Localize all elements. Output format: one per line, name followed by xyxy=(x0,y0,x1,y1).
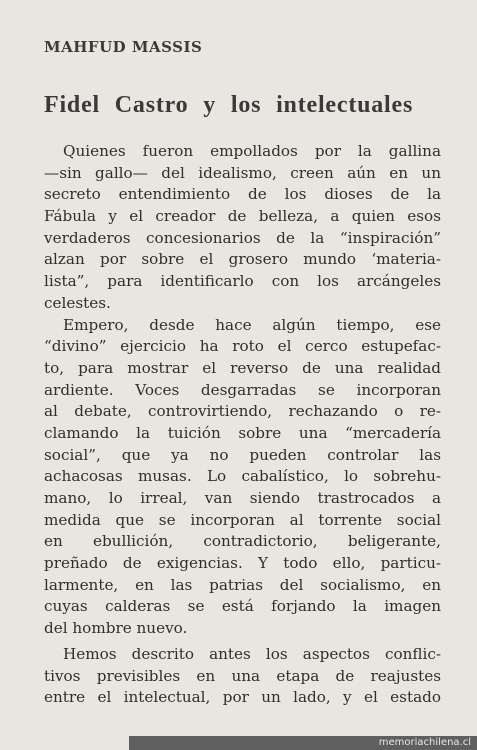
body-line: del hombre nuevo. xyxy=(44,619,188,638)
body-line: al debate, controvirtiendo, rechazando o re- xyxy=(44,402,441,421)
body-line: secreto entendimiento de los dioses de la xyxy=(44,185,441,204)
body-line: larmente, en las patrias del socialismo, en xyxy=(44,575,441,594)
article-body xyxy=(44,141,441,709)
body-line: achacosas musas. Lo cabalístico, lo sobrehu- xyxy=(44,467,441,486)
body-line: celestes. xyxy=(44,293,111,312)
body-line: clamando la tuición sobre una “mercadería xyxy=(44,423,441,442)
body-line: alzan por sobre el grosero mundo ‘materia- xyxy=(44,250,441,269)
article-title: Fidel Castro y los intelectuales xyxy=(44,92,414,118)
body-line: en ebullición, contradictorio, beligerante, xyxy=(44,532,441,551)
body-line: —sin gallo— del idealismo, creen aún en un xyxy=(44,163,441,182)
body-line: ardiente. Voces desgarradas se incorporan xyxy=(44,380,441,399)
source-watermark: memoriachilena.cl xyxy=(129,736,477,750)
body-line: “divino” ejercicio ha roto el cerco estupefac- xyxy=(44,337,441,356)
body-line: mano, lo irreal, van siendo trastrocados a xyxy=(44,489,441,507)
body-line: cuyas calderas se está forjando la imagen xyxy=(44,597,441,616)
author-name: MAHFUD MASSIS xyxy=(44,38,203,56)
body-line: tivos previsibles en una etapa de reajustes xyxy=(44,666,441,685)
body-line: medida que se incorporan al torrente social xyxy=(44,510,441,529)
body-line: to, para mostrar el reverso de una realidad xyxy=(44,358,441,377)
body-line: social”, que ya no pueden controlar las xyxy=(44,445,441,464)
body-line: lista”, para identificarlo con los arcángeles xyxy=(44,272,441,291)
body-line: preñado de exigencias. Y todo ello, particu- xyxy=(44,554,441,573)
body-line: verdaderos concesionarios de la “inspiración” xyxy=(44,228,441,247)
body-line: entre el intelectual, por un lado, y el estado xyxy=(44,688,441,707)
body-line: Fábula y el creador de belleza, a quien esos xyxy=(44,207,441,226)
body-line: Hemos descrito antes los aspectos conflic- xyxy=(63,644,441,663)
body-line: Quienes fueron empollados por la gallina xyxy=(63,142,441,160)
body-line: Empero, desde hace algún tiempo, ese xyxy=(63,315,441,334)
